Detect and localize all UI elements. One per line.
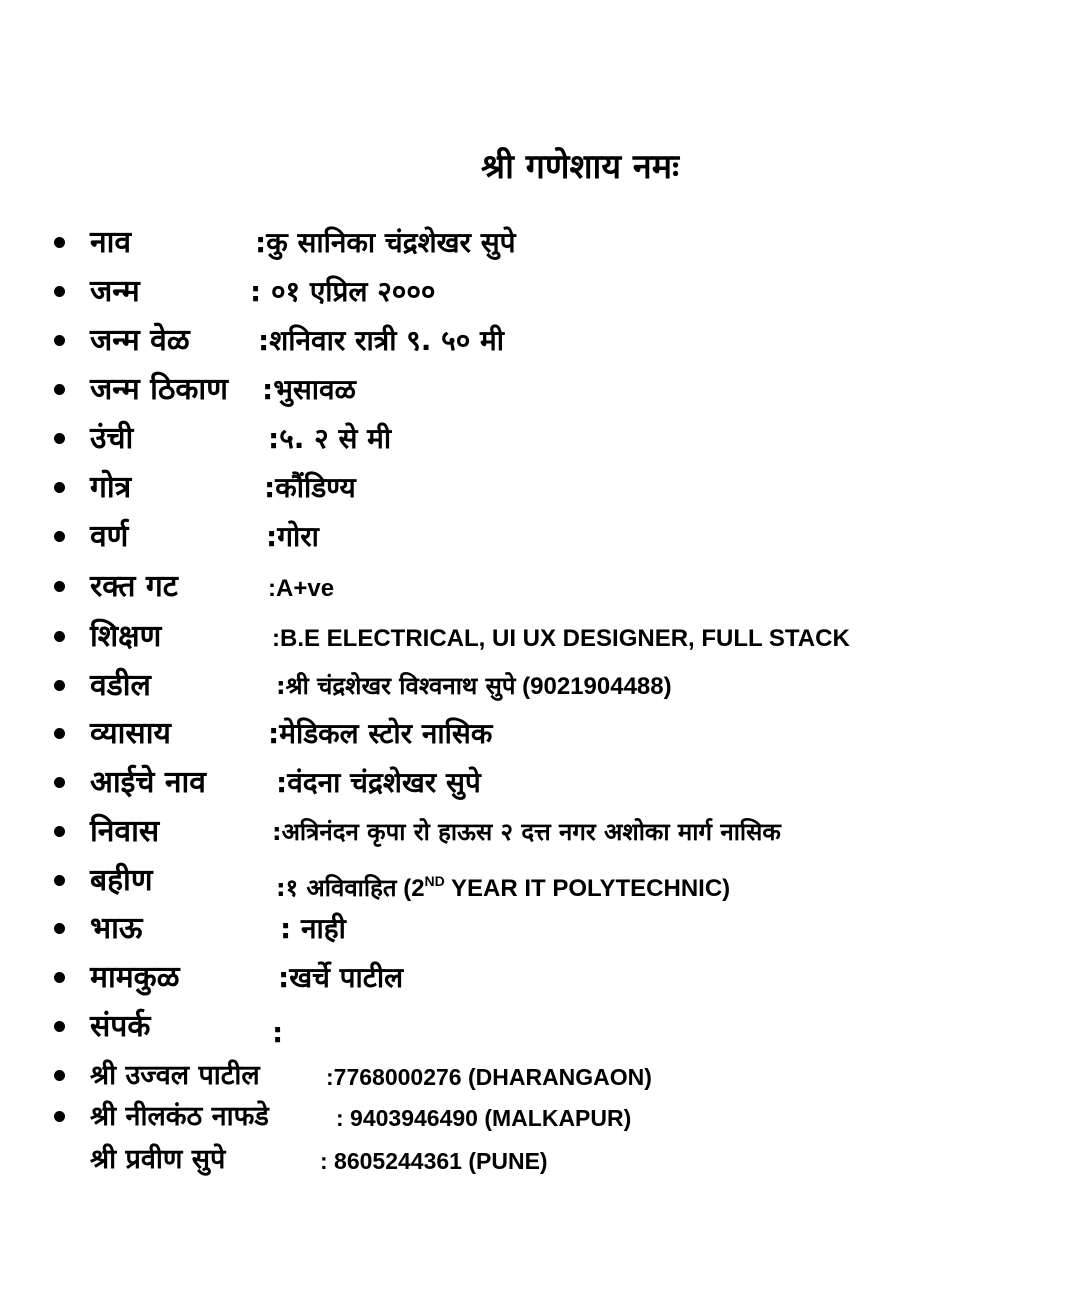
list-item-mother [0,762,1080,808]
list-item-birth-time [0,320,1080,366]
bullet-icon [54,1070,65,1081]
list-item-brother [0,908,1080,954]
list-item-education [0,616,1080,662]
bullet-icon [54,384,65,395]
bullet-icon [54,1021,65,1032]
field-label: जन्म वेळ [90,323,190,358]
page-title: श्री गणेशाय नमः [481,147,679,187]
field-value: :A+ve [268,575,335,602]
list-item-height [0,418,1080,464]
list-item-sister: बहीण :१ अविवाहित (2ND YEAR IT POLYTECHNIC) [0,860,1080,906]
field-label: व्यासाय [90,716,171,751]
bullet-icon [54,482,65,493]
bullet-icon [54,826,65,837]
field-label: उंची [90,421,134,456]
field-label: मामकुळ [90,960,180,995]
list-item-residence [0,811,1080,857]
contact-item [0,1096,1080,1142]
bullet-icon [54,581,65,592]
field-value: :गोरा [266,520,319,553]
field-label: रक्त गट [90,569,178,604]
bullet-icon [54,335,65,346]
list-item-occupation [0,713,1080,759]
field-label: शिक्षण [90,619,162,654]
list-item-complexion [0,516,1080,562]
field-label: भाऊ [90,911,143,946]
field-value: :वंदना चंद्रशेखर सुपे [276,766,481,799]
field-label: निवास [90,814,160,849]
bullet-icon [54,433,65,444]
bullet-icon [54,728,65,739]
bullet-icon [54,286,65,297]
field-label: बहीण [90,863,153,898]
field-value: :मेडिकल स्टोर नासिक [268,717,493,750]
contact-name: श्री नीलकंठ नाफडे [90,1101,269,1132]
list-item-maternal-family [0,957,1080,1003]
list-item-blood-group [0,566,1080,612]
field-label: नाव [90,225,132,260]
field-label: वडील [90,668,151,703]
field-label: जन्म ठिकाण [90,372,228,407]
bullet-icon [54,777,65,788]
contact-phone: :7768000276 (DHARANGAON) [326,1064,652,1090]
field-label: जन्म [90,274,140,309]
contact-phone: : 9403946490 (MALKAPUR) [336,1105,632,1131]
field-label: गोत्र [90,470,132,505]
bullet-icon [54,680,65,691]
list-item-gotra [0,467,1080,513]
bullet-icon [54,972,65,983]
field-label: आईचे नाव [90,765,206,800]
bullet-icon [54,923,65,934]
field-value: :५. २ से मी [268,422,392,455]
contact-phone: : 8605244361 (PUNE) [320,1148,548,1174]
field-value: :खर्चे पाटील [278,961,404,994]
field-value: :अत्रिनंदन कृपा रो हाऊस २ दत्त नगर अशोका मार्ग नासिक [272,818,781,846]
field-value: : [272,1016,284,1049]
field-label: वर्ण [90,519,129,554]
field-value: :भुसावळ [262,373,356,406]
list-item-name [0,222,1080,268]
bullet-icon [54,531,65,542]
contact-item [0,1139,1080,1185]
bullet-icon [54,631,65,642]
field-label: संपर्क [90,1009,151,1044]
phone-number: (9021904488) [515,673,672,700]
list-item-birth-date [0,271,1080,317]
field-value: : ०१ एप्रिल २००० [250,275,436,308]
contact-name: श्री प्रवीण सुपे [90,1144,226,1175]
field-value: :B.E ELECTRICAL, UI UX DESIGNER, FULL STACK [272,625,850,652]
field-value: :कु सानिका चंद्रशेखर सुपे [255,226,516,259]
bullet-icon [54,875,65,886]
list-item-birth-place [0,369,1080,415]
list-item-contact [0,1006,1080,1052]
field-value: : नाही [280,912,346,945]
field-value: :श्री चंद्रशेखर विश्वनाथ सुपे [276,672,516,700]
field-value: :कौंडिण्य [264,471,356,504]
field-value: :१ अविवाहित [276,874,397,902]
contact-item [0,1055,1080,1101]
bullet-icon [54,237,65,248]
list-item-father [0,665,1080,711]
bullet-icon [54,1111,65,1122]
field-value: :शनिवार रात्री ९. ५० मी [258,324,505,357]
contact-name: श्री उज्वल पाटील [90,1060,260,1091]
